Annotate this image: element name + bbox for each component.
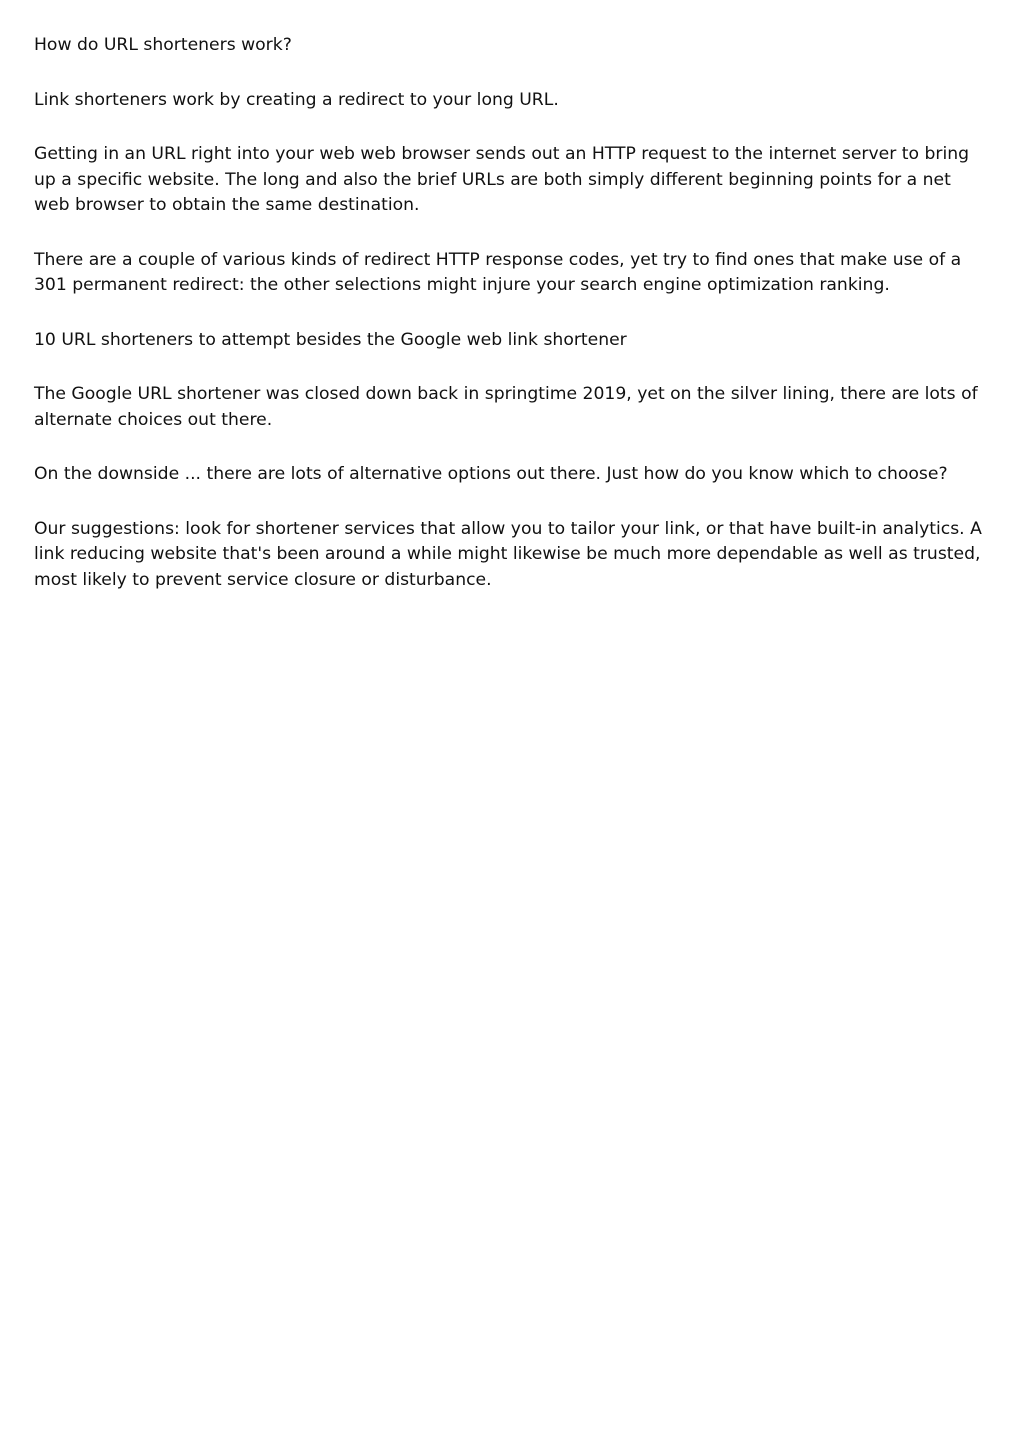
paragraph-redirect-codes: There are a couple of various kinds of redirect HTTP response codes, yet try to find ones that make use of a 301 permanent redirect: the other selections might injure your search engine optimization ranking. [34,249,962,295]
heading-how-url-shorteners-work: How do URL shorteners work? [34,35,292,55]
paragraph-downside: On the downside ... there are lots of alternative options out there. Just how do you know which to choose? [34,464,948,484]
paragraph-google-shortener: The Google URL shortener was closed down back in springtime 2019, yet on the silver lining, there are lots of alternate choices out there. [34,384,978,430]
paragraph-suggestions: Our suggestions: look for shortener services that allow you to tailor your link, or that have built-in analytics. A link reducing website that's been around a while might likewise be much more dependable as well as trusted, most likely to prevent service closure or disturbance. [34,518,982,590]
paragraph-http-request: Getting in an URL right into your web web browser sends out an HTTP request to the internet server to bring up a specific website. The long and also the brief URLs are both simply different beginning points for a net web browser to obtain the same destination. [34,144,970,215]
document-page [34,33,990,622]
heading-ten-url-shorteners: 10 URL shorteners to attempt besides the Google web link shortener [34,329,627,350]
paragraph-intro: Link shorteners work by creating a redirect to your long URL. [34,89,559,110]
